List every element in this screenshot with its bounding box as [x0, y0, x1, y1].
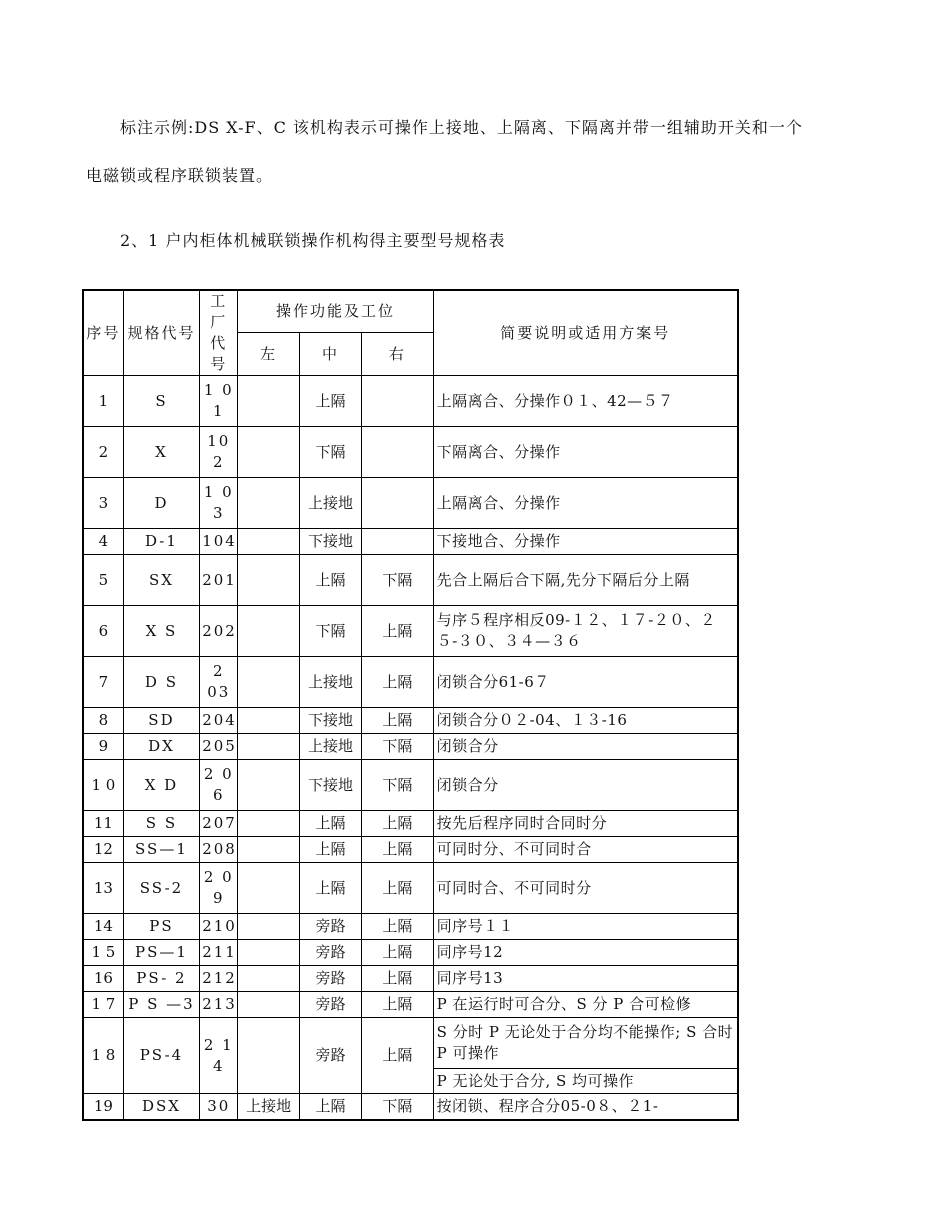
cell-right: [362, 427, 433, 478]
cell-factory-code: 1 0 3: [200, 478, 238, 529]
table-row: [83, 427, 738, 478]
cell-left: [238, 657, 299, 708]
cell-left: [238, 734, 299, 760]
cell-seq: 4: [83, 529, 123, 555]
cell-factory-code: 205: [200, 734, 238, 760]
cell-spec-code: SX: [123, 555, 199, 606]
header-spec-code: 规格代号: [123, 290, 199, 376]
table-body: [83, 376, 738, 1120]
cell-left: [238, 940, 299, 966]
cell-spec-code: PS-4: [123, 1018, 199, 1094]
cell-description: 与序５程序相反09-１２、１７-２０、２５-３０、３４—３６: [433, 606, 738, 657]
cell-seq: 6: [83, 606, 123, 657]
cell-middle: 上隔: [299, 863, 361, 914]
cell-right: 下隔: [362, 555, 433, 606]
cell-spec-code: PS: [123, 914, 199, 940]
cell-factory-code: 208: [200, 837, 238, 863]
cell-description: 闭锁合分: [433, 734, 738, 760]
header-seq: 序号: [83, 290, 123, 376]
cell-spec-code: X S: [123, 606, 199, 657]
cell-right: 上隔: [362, 992, 433, 1018]
table-row: [83, 657, 738, 708]
table-row: [83, 606, 738, 657]
table-row: [83, 1018, 738, 1069]
cell-middle: 上隔: [299, 811, 361, 837]
table-row: [83, 863, 738, 914]
cell-left: [238, 708, 299, 734]
cell-middle: 旁路: [299, 914, 361, 940]
cell-spec-code: X: [123, 427, 199, 478]
cell-right: 上隔: [362, 1018, 433, 1094]
cell-middle: 上隔: [299, 555, 361, 606]
cell-spec-code: DSX: [123, 1094, 199, 1120]
cell-middle: 旁路: [299, 992, 361, 1018]
cell-middle: 下接地: [299, 708, 361, 734]
cell-description: 上隔离合、分操作０１、42—５７: [433, 376, 738, 427]
cell-left: [238, 966, 299, 992]
cell-description: 下隔离合、分操作: [433, 427, 738, 478]
cell-middle: 上隔: [299, 1094, 361, 1120]
cell-spec-code: D: [123, 478, 199, 529]
cell-left: [238, 760, 299, 811]
table-row: [83, 1094, 738, 1120]
cell-description: P 在运行时可合分、S 分 P 合可检修: [433, 992, 738, 1018]
cell-right: 上隔: [362, 811, 433, 837]
cell-factory-code: 201: [200, 555, 238, 606]
section-heading: 2、1 户内柜体机械联锁操作机构得主要型号规格表: [120, 231, 506, 250]
cell-seq: 1 0: [83, 760, 123, 811]
cell-left: [238, 914, 299, 940]
table-row: [83, 478, 738, 529]
cell-middle: 上隔: [299, 376, 361, 427]
cell-right: [362, 376, 433, 427]
cell-seq: 8: [83, 708, 123, 734]
cell-spec-code: PS- 2: [123, 966, 199, 992]
cell-spec-code: SS-2: [123, 863, 199, 914]
cell-seq: 16: [83, 966, 123, 992]
table-row: [83, 529, 738, 555]
cell-left: [238, 555, 299, 606]
table-row: [83, 992, 738, 1018]
cell-description: 同序号１１: [433, 914, 738, 940]
cell-seq: 11: [83, 811, 123, 837]
cell-factory-code: 211: [200, 940, 238, 966]
cell-middle: 旁路: [299, 1018, 361, 1094]
cell-seq: 1 7: [83, 992, 123, 1018]
cell-factory-code: 10 2: [200, 427, 238, 478]
header-right: 右: [362, 333, 433, 376]
table-row: [83, 940, 738, 966]
header-middle: 中: [299, 333, 361, 376]
cell-spec-code: DX: [123, 734, 199, 760]
cell-right: 上隔: [362, 966, 433, 992]
cell-description: 下接地合、分操作: [433, 529, 738, 555]
cell-seq: 1 8: [83, 1018, 123, 1094]
cell-factory-code: 104: [200, 529, 238, 555]
cell-description: 先合上隔后合下隔,先分下隔后分上隔: [433, 555, 738, 606]
cell-right: 上隔: [362, 863, 433, 914]
cell-spec-code: D-1: [123, 529, 199, 555]
cell-spec-code: P S —3: [123, 992, 199, 1018]
table-row: [83, 734, 738, 760]
cell-right: 上隔: [362, 708, 433, 734]
cell-right: 下隔: [362, 760, 433, 811]
cell-seq: 3: [83, 478, 123, 529]
cell-description: 按先后程序同时合同时分: [433, 811, 738, 837]
cell-seq: 1: [83, 376, 123, 427]
header-operation-group: 操作功能及工位: [238, 290, 433, 333]
cell-seq: 13: [83, 863, 123, 914]
table-row: [83, 837, 738, 863]
cell-description: 闭锁合分61-6７: [433, 657, 738, 708]
cell-description: 同序号13: [433, 966, 738, 992]
cell-factory-code: 2 03: [200, 657, 238, 708]
cell-right: 上隔: [362, 914, 433, 940]
header-factory-code: 工厂代号: [200, 290, 238, 376]
cell-description: 上隔离合、分操作: [433, 478, 738, 529]
cell-right: [362, 478, 433, 529]
cell-right: 下隔: [362, 734, 433, 760]
cell-right: [362, 529, 433, 555]
cell-spec-code: SD: [123, 708, 199, 734]
cell-seq: 7: [83, 657, 123, 708]
cell-left: [238, 376, 299, 427]
cell-middle: 上接地: [299, 734, 361, 760]
cell-factory-code: 212: [200, 966, 238, 992]
cell-middle: 下接地: [299, 529, 361, 555]
cell-description: 同序号12: [433, 940, 738, 966]
cell-factory-code: 30: [200, 1094, 238, 1120]
cell-spec-code: S S: [123, 811, 199, 837]
cell-seq: 14: [83, 914, 123, 940]
cell-right: 上隔: [362, 657, 433, 708]
cell-right: 上隔: [362, 606, 433, 657]
cell-spec-code: S: [123, 376, 199, 427]
cell-left: [238, 811, 299, 837]
cell-middle: 下隔: [299, 427, 361, 478]
spec-table: [82, 289, 739, 1121]
header-left: 左: [238, 333, 299, 376]
cell-seq: 9: [83, 734, 123, 760]
cell-middle: 上接地: [299, 657, 361, 708]
cell-middle: 旁路: [299, 940, 361, 966]
cell-factory-code: 2 1 4: [200, 1018, 238, 1094]
cell-seq: 2: [83, 427, 123, 478]
table-row: [83, 914, 738, 940]
cell-factory-code: 213: [200, 992, 238, 1018]
cell-middle: 上接地: [299, 478, 361, 529]
cell-seq: 5: [83, 555, 123, 606]
table-row: [83, 708, 738, 734]
cell-factory-code: 2 0 9: [200, 863, 238, 914]
cell-spec-code: D S: [123, 657, 199, 708]
cell-left: [238, 837, 299, 863]
cell-factory-code: 202: [200, 606, 238, 657]
cell-right: 上隔: [362, 940, 433, 966]
cell-seq: 19: [83, 1094, 123, 1120]
cell-factory-code: 1 0 1: [200, 376, 238, 427]
example-paragraph-continued: 电磁锁或程序联锁装置。: [86, 166, 274, 185]
cell-seq: 1 5: [83, 940, 123, 966]
cell-description: S 分时 P 无论处于合分均不能操作; S 合时 P 可操作: [433, 1018, 738, 1069]
cell-left: 上接地: [238, 1094, 299, 1120]
table-row: [83, 376, 738, 427]
cell-left: [238, 529, 299, 555]
table-row: [83, 811, 738, 837]
cell-right: 上隔: [362, 837, 433, 863]
cell-spec-code: PS—1: [123, 940, 199, 966]
cell-spec-code: SS—1: [123, 837, 199, 863]
cell-factory-code: 204: [200, 708, 238, 734]
cell-middle: 上隔: [299, 837, 361, 863]
table-row: [83, 760, 738, 811]
cell-left: [238, 1018, 299, 1094]
cell-seq: 12: [83, 837, 123, 863]
cell-description: 闭锁合分: [433, 760, 738, 811]
cell-left: [238, 992, 299, 1018]
cell-spec-code: X D: [123, 760, 199, 811]
cell-description: 可同时分、不可同时合: [433, 837, 738, 863]
cell-middle: 旁路: [299, 966, 361, 992]
table-row: [83, 966, 738, 992]
cell-left: [238, 606, 299, 657]
header-description: 简要说明或适用方案号: [433, 290, 738, 376]
cell-left: [238, 863, 299, 914]
cell-left: [238, 427, 299, 478]
cell-description-secondary: P 无论处于合分, S 均可操作: [433, 1069, 738, 1094]
cell-left: [238, 478, 299, 529]
example-paragraph: 标注示例:DS X-F、C 该机构表示可操作上接地、上隔离、下隔离并带一组辅助开关和一个: [120, 118, 803, 137]
cell-factory-code: 2 0 6: [200, 760, 238, 811]
table-row: [83, 555, 738, 606]
cell-factory-code: 210: [200, 914, 238, 940]
cell-description: 按闭锁、程序合分05-0８、２1-: [433, 1094, 738, 1120]
cell-right: 下隔: [362, 1094, 433, 1120]
cell-description: 闭锁合分０２-04、１３-16: [433, 708, 738, 734]
cell-factory-code: 207: [200, 811, 238, 837]
cell-middle: 下隔: [299, 606, 361, 657]
cell-description: 可同时合、不可同时分: [433, 863, 738, 914]
cell-middle: 下接地: [299, 760, 361, 811]
